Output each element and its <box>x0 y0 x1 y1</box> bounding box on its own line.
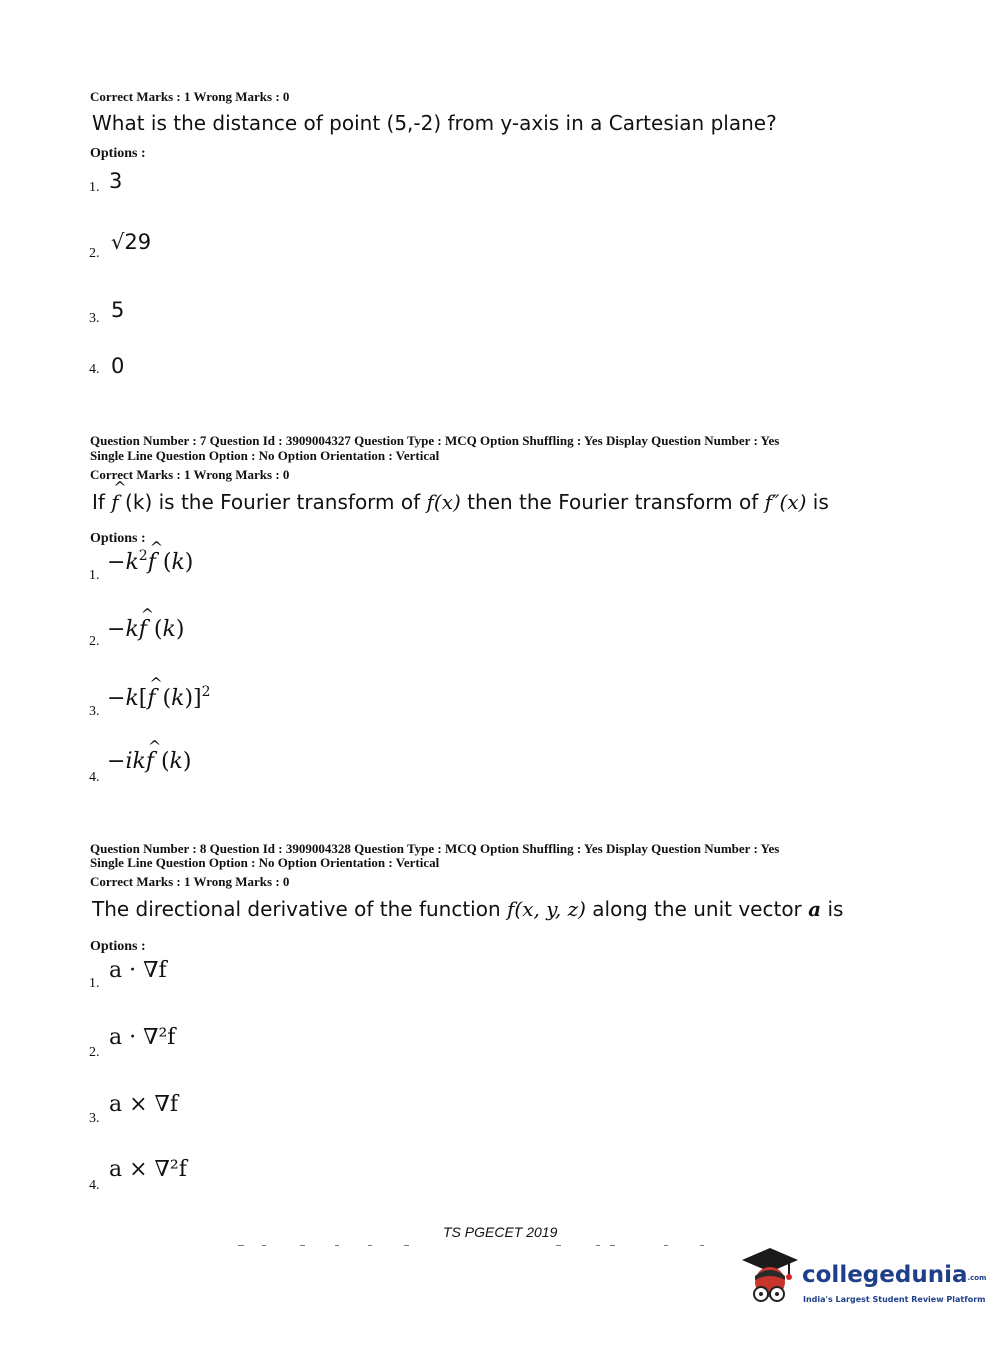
q6-option-1-number: 1. <box>89 180 100 195</box>
q7-option-4-number: 4. <box>89 770 100 785</box>
q7-meta-line2: Single Line Question Option : No Option Orientation : Vertical <box>90 448 440 463</box>
brand-tagline: India's Largest Student Review Platform <box>803 1295 986 1304</box>
q7-meta-line1: Question Number : 7 Question Id : 3909004327 Question Type : MCQ Option Shuffling : Yes Display Question Number : Yes <box>90 433 780 448</box>
q6-option-4-number: 4. <box>89 362 100 377</box>
q7-question: If ^ f (k) is the Fourier transform of f(x) then the Fourier transform of f″(x) is <box>92 490 829 514</box>
q6-option-2-number: 2. <box>89 246 100 261</box>
q8-option-3: a × ∇f <box>109 1092 179 1117</box>
q7-question-part-4: then the Fourier transform of <box>460 490 765 514</box>
q6-option-1: 3 <box>109 169 123 193</box>
q8-question-part-1: The directional derivative of the function <box>92 897 508 921</box>
q7-option-1: $-k^2\^{}$ f (k) <box>107 550 193 575</box>
q8-question-part-4: a <box>808 897 822 921</box>
q8-meta-line1: Question Number : 8 Question Id : 3909004328 Question Type : MCQ Option Shuffling : Yes Display Question Number : Yes <box>90 841 780 856</box>
q7-question-part-3: f(x) <box>426 490 461 514</box>
q7-option-2-number: 2. <box>89 634 100 649</box>
q8-options-label: Options : <box>90 939 146 954</box>
q7-question-part-6: is <box>806 490 829 514</box>
q7-question-part-5: f″(x) <box>764 490 807 514</box>
q8-question-part-3: along the unit vector <box>585 897 809 921</box>
q8-option-4-number: 4. <box>89 1178 100 1193</box>
q7-options-label: Options : <box>90 531 146 546</box>
q8-option-3-number: 3. <box>89 1111 100 1126</box>
q8-meta-line2: Single Line Question Option : No Option Orientation : Vertical <box>90 855 440 870</box>
q8-question-part-2: f(x, y, z) <box>507 897 586 921</box>
q7-marks: Correct Marks : 1 Wrong Marks : 0 <box>90 467 290 482</box>
q7-question-part-1: If <box>92 490 112 514</box>
q8-option-2-number: 2. <box>89 1045 100 1060</box>
q8-option-4: a × ∇²f <box>109 1157 187 1182</box>
q8-option-2: a · ∇²f <box>109 1025 176 1050</box>
q7-option-1-number: 1. <box>89 568 100 583</box>
q8-question <box>92 897 843 921</box>
q7-option-2: −k^ f (k) <box>107 617 184 642</box>
q7-question-part-2: (k) is the Fourier transform of <box>118 490 427 514</box>
q6-marks: Correct Marks : 1 Wrong Marks : 0 <box>90 89 290 104</box>
footer-exam-title: TS PGECET 2019 <box>443 1224 558 1240</box>
q6-option-4: 0 <box>111 354 125 378</box>
q6-question: What is the distance of point (5,-2) from y-axis in a Cartesian plane? <box>92 111 777 135</box>
collegedunia-logo-icon <box>742 1246 800 1312</box>
q7-option-3: −k[^ f (k)]$^2$ <box>107 686 211 711</box>
q6-option-3: 5 <box>111 298 125 322</box>
q6-option-2: √29 <box>111 230 152 254</box>
q8-marks: Correct Marks : 1 Wrong Marks : 0 <box>90 874 290 889</box>
q8-question-part-5: is <box>821 897 844 921</box>
brand-name: collegedunia <box>802 1262 968 1288</box>
brand-suffix: .com <box>967 1274 987 1282</box>
q6-options-label: Options : <box>90 146 146 161</box>
collegedunia-brand <box>802 1262 986 1288</box>
q7-option-4: −ik^ f (k) <box>107 749 191 774</box>
q6-option-3-number: 3. <box>89 311 100 326</box>
q8-option-1: a · ∇f <box>109 958 167 983</box>
q7-option-3-number: 3. <box>89 704 100 719</box>
q8-option-1-number: 1. <box>89 976 100 991</box>
